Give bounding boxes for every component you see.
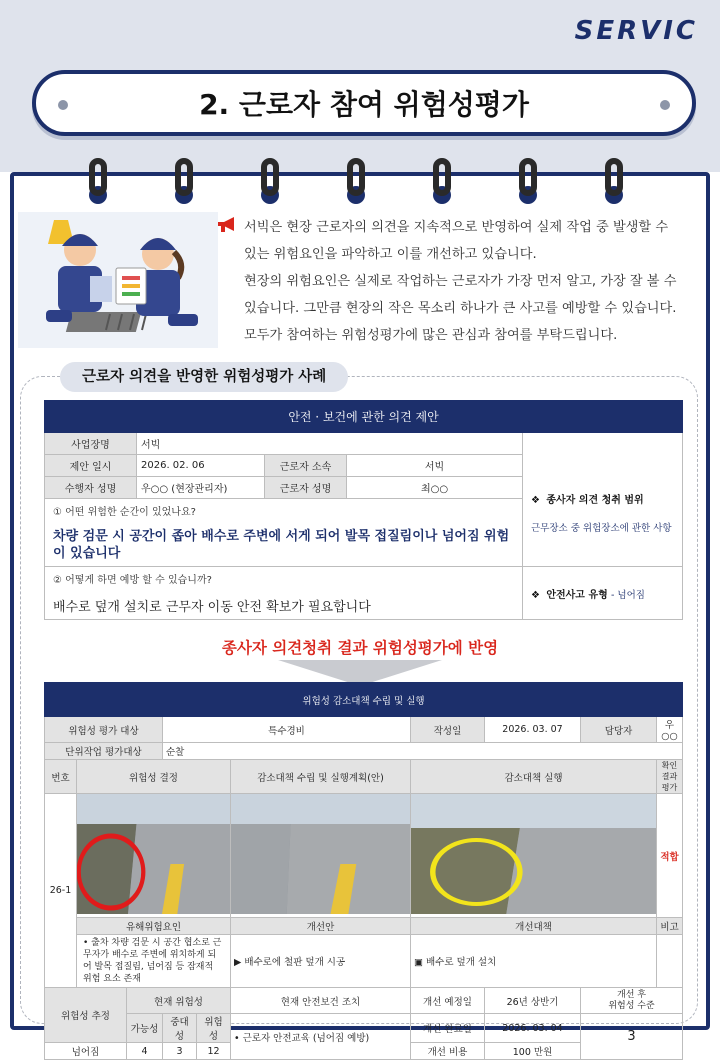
hazard-label: 유해위험요인 xyxy=(77,918,231,935)
question-2-cell xyxy=(45,567,523,620)
possibility-value: 4 xyxy=(127,1043,163,1060)
binder-ring xyxy=(86,158,110,204)
plan-date-value: 26년 상반기 xyxy=(485,988,581,1014)
dept-value: 서빅 xyxy=(347,455,523,477)
current-risk-label: 현재 위험성 xyxy=(127,988,231,1014)
after-label: 개선 후 위험성 수준 xyxy=(581,988,683,1014)
plan-label: 감소대책 수립 및 실행계획(안) xyxy=(231,760,411,794)
hazard-type: 넘어짐 xyxy=(45,1043,127,1060)
section-tag: 근로자 의견을 반영한 위험성평가 사례 xyxy=(60,362,348,392)
accident-note xyxy=(523,567,683,620)
result-title: 종사자 의견청취 결과 위험성평가에 반영 xyxy=(221,639,499,657)
intro-text xyxy=(244,214,684,349)
drain-photo-plan xyxy=(231,794,410,914)
possibility-label: 가능성 xyxy=(127,1014,163,1043)
estimate-label: 위험성 추정 xyxy=(45,988,127,1043)
after-value: 3 xyxy=(581,1014,683,1060)
scope-text: 근무장소 중 위험장소에 관한 사항 xyxy=(531,523,672,534)
dept-label: 근로자 소속 xyxy=(265,455,347,477)
answer-2: 배수로 덮개 설치로 근무자 이동 안전 확보가 필요합니다 xyxy=(53,600,371,615)
bullet-icon: ❖ xyxy=(531,495,540,506)
question-2: ② 어떻게 하면 예방 할 수 있습니까? xyxy=(53,575,212,586)
intro-line: 모두가 참여하는 위험성평가에 많은 관심과 참여를 부탁드립니다. xyxy=(244,328,618,343)
hazard-text: • 출차 차량 검문 시 공간 협소로 근무자가 배수로 주변에 위치하게 되어 발목 접질림, 넘어짐 등 잠재적 위험 요소 존재 xyxy=(77,935,231,988)
drain-photo-before xyxy=(77,794,230,914)
target-value: 특수경비 xyxy=(163,717,411,743)
banner-dot-left xyxy=(58,100,68,110)
remark-text xyxy=(657,935,683,988)
workplace-label: 사업장명 xyxy=(45,433,137,455)
workers-illustration xyxy=(18,212,218,348)
question-1-cell xyxy=(45,499,523,567)
intro-line: 있습니다. 그만큼 현장의 작은 목소리 하나가 큰 사고를 예방할 수 있습니다. xyxy=(244,301,677,316)
current-measure-text: • 근로자 안전교육 (넘어짐 예방) xyxy=(231,1014,411,1060)
done-label: 개선 완료일 xyxy=(411,1014,485,1043)
plan-table xyxy=(44,682,682,1060)
current-measure-label: 현재 안전보건 조치 xyxy=(231,988,411,1014)
binder-ring xyxy=(602,158,626,204)
severity-value: 3 xyxy=(163,1043,197,1060)
plan-title: 위험성 감소대책 수립 및 실행 xyxy=(45,683,683,717)
megaphone-icon xyxy=(216,216,238,234)
photo-plan xyxy=(231,794,411,918)
cost-label: 개선 비용 xyxy=(411,1043,485,1060)
risk-label: 위험성 xyxy=(197,1014,231,1043)
case-number: 26-1 xyxy=(45,794,77,988)
improve-label: 개선안 xyxy=(231,918,411,935)
exec-label: 감소대책 실행 xyxy=(411,760,657,794)
brand-logo: SERVIC xyxy=(574,16,698,46)
binder-ring xyxy=(344,158,368,204)
binder-ring xyxy=(258,158,282,204)
severity-label: 중대성 xyxy=(163,1014,197,1043)
workplace-value: 서빅 xyxy=(137,433,523,455)
cost-value: 100 만원 xyxy=(485,1043,581,1060)
manager-label: 담당자 xyxy=(581,717,657,743)
proposal-form xyxy=(44,400,682,620)
remark-label: 비고 xyxy=(657,918,683,935)
page-title: 2. 근로자 참여 위험성평가 xyxy=(199,88,529,121)
result-badge: 적합 xyxy=(657,794,683,918)
intro-line: 현장의 위험요인은 실제로 작업하는 근로자가 가장 먼저 알고, 가장 잘 볼 수 xyxy=(244,274,677,289)
manager-value: 우○○ xyxy=(657,717,683,743)
intro-line: 있는 위험요인을 파악하고 이를 개선하고 있습니다. xyxy=(244,247,537,262)
binder-ring xyxy=(516,158,540,204)
date-label: 제안 일시 xyxy=(45,455,137,477)
page-title-banner xyxy=(32,70,696,136)
photo-after xyxy=(411,794,657,918)
question-1: ① 어떤 위험한 순간이 있었나요? xyxy=(53,507,196,518)
scope-title: 종사자 의견 청취 범위 xyxy=(546,495,644,506)
improve-text: ▶ 배수로에 철판 덮개 시공 xyxy=(231,935,411,988)
worker-label: 근로자 성명 xyxy=(265,477,347,499)
unit-value: 순찰 xyxy=(163,743,683,760)
banner-dot-right xyxy=(660,100,670,110)
accident-title: 안전사고 유형 xyxy=(546,589,608,601)
intro-line: 서빅은 현장 근로자의 의견을 지속적으로 반영하여 실제 작업 중 발생할 수 xyxy=(244,220,669,235)
check-label: 확인결과 평가 xyxy=(657,760,683,794)
drain-photo-after xyxy=(411,794,656,914)
measure-label: 개선대책 xyxy=(411,918,657,935)
done-value: 2026. 03. 04 xyxy=(485,1014,581,1043)
performer-label: 수행자 성명 xyxy=(45,477,137,499)
risk-value: 12 xyxy=(197,1043,231,1060)
binder-ring xyxy=(430,158,454,204)
plan-date-label: 개선 예정일 xyxy=(411,988,485,1014)
scope-note xyxy=(523,433,683,567)
worker-value: 최○○ xyxy=(347,477,523,499)
proposal-title: 안전 · 보건에 관한 의견 제안 xyxy=(45,401,683,433)
target-label: 위험성 평가 대상 xyxy=(45,717,163,743)
no-label: 번호 xyxy=(45,760,77,794)
measure-text: ▣ 배수로 덮개 설치 xyxy=(411,935,657,988)
date-value: 2026. 02. 06 xyxy=(137,455,265,477)
answer-1: 차량 검문 시 공간이 좁아 배수로 주변에 서게 되어 발목 접질림이나 넘어짐 위험이 있습니다 xyxy=(53,529,510,561)
written-value: 2026. 03. 07 xyxy=(485,717,581,743)
photo-before xyxy=(77,794,231,918)
written-label: 작성일 xyxy=(411,717,485,743)
bullet-icon: ❖ xyxy=(531,589,540,601)
performer-value: 우○○ (현장관리자) xyxy=(137,477,265,499)
binder-ring xyxy=(172,158,196,204)
unit-label: 단위작업 평가대상 xyxy=(45,743,163,760)
accident-text: - 넘어짐 xyxy=(610,589,645,601)
risk-decision-label: 위험성 결정 xyxy=(77,760,231,794)
